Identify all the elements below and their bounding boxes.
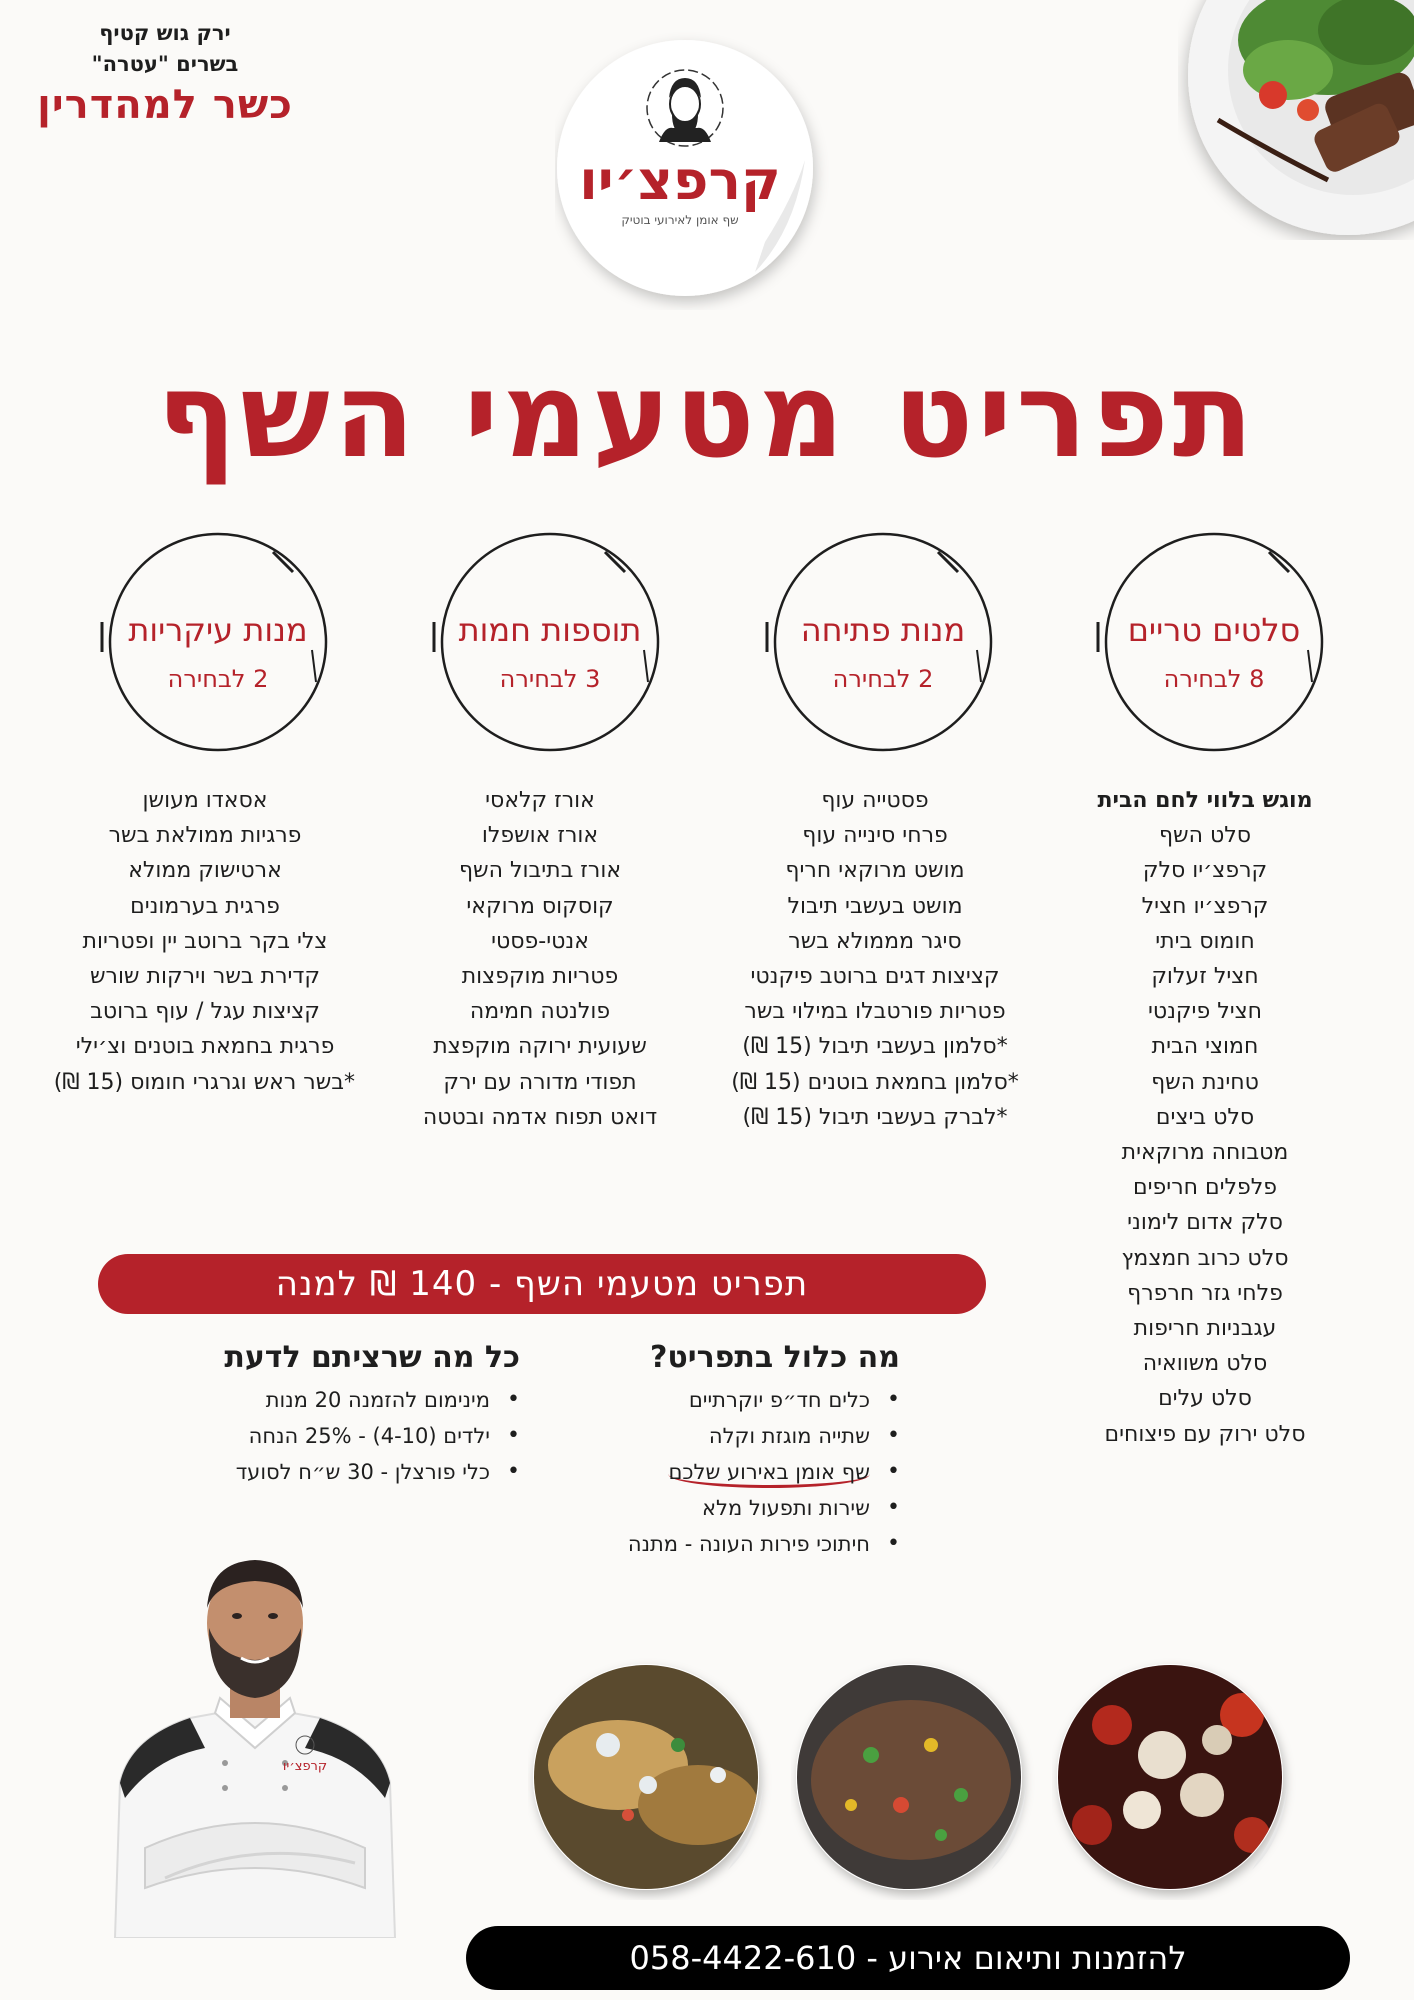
- list-item: • ילדים (4-10) - 25% הנחה: [170, 1418, 520, 1454]
- list-item: עגבניות חריפות: [1133, 1316, 1277, 1342]
- starters-list: [725, 783, 1025, 1135]
- category-salads: [1094, 522, 1334, 762]
- kosher-info: [35, 18, 295, 130]
- category-subtitle: 2 לבחירה: [832, 665, 934, 693]
- list-item: פרגית בחמאת בוטנים וצ׳ילי: [75, 1034, 335, 1060]
- price-banner: תפריט מטעמי השף - 140 ₪ למנה: [98, 1254, 986, 1314]
- chef-jacket-logo: קרפצ׳יו: [282, 1759, 328, 1774]
- list-item: צלי בקר ברוטב יין ופטריות: [82, 928, 328, 954]
- list-item: סלט כרוב חמצמץ: [1121, 1245, 1289, 1271]
- list-item: *בשר ראש וגרגרי חומוס (15 ₪): [53, 1069, 355, 1095]
- list-item: מושט מרוקאי חריף: [785, 858, 965, 884]
- know-title: כל מה שרציתם לדעת: [224, 1340, 520, 1375]
- salads-list: [1055, 783, 1355, 1452]
- list-item: חמוצי הבית: [1151, 1034, 1259, 1060]
- list-item: קוסקוס מרוקאי: [466, 893, 614, 919]
- kosher-line-meat: בשרים "עטרה": [91, 52, 239, 76]
- list-item: אסאדו מעושן: [142, 788, 268, 813]
- list-item: פרגיות ממולאת בשר: [108, 823, 302, 849]
- included-title: מה כלול בתפריט?: [650, 1340, 900, 1375]
- list-item: חומוס ביתי: [1155, 928, 1255, 954]
- kosher-line-vegetables: ירק גוש קטיף: [99, 21, 231, 45]
- contact-banner: להזמנות ותיאום אירוע - 058-4422-610: [466, 1926, 1350, 1990]
- list-item: תפודי מדורה עם ירק: [443, 1069, 637, 1095]
- category-mains: [98, 522, 338, 762]
- list-item: • שתייה מוגזת וקלה: [560, 1418, 900, 1454]
- list-item: ארטישוק ממולא: [128, 858, 282, 884]
- list-item: קדירת בשר וירקות שורש: [89, 964, 321, 990]
- list-item: • שירות ותפעול מלא: [560, 1490, 900, 1526]
- food-sticker-meat-rice: [791, 1655, 1036, 1900]
- list-item: שעועית ירוקה מוקפצת: [433, 1034, 647, 1060]
- list-item: מטבוחה מרוקאית: [1121, 1140, 1289, 1166]
- kosher-badge: כשר למהדרין: [37, 82, 293, 128]
- list-item: פטריות מוקפצות: [461, 964, 619, 990]
- list-item: • מינימום להזמנה 20 מנות: [170, 1382, 520, 1418]
- list-item: • חיתוכי פירות העונה - מתנה: [560, 1526, 900, 1562]
- category-title: סלטים טריים: [1127, 611, 1301, 649]
- list-item: דואט תפוח אדמה ובטטה: [422, 1104, 658, 1130]
- list-item: סלט עלים: [1158, 1386, 1252, 1412]
- menu-title: תפריט מטעמי השף: [156, 346, 1258, 484]
- list-item: סיגר מממולא בשר: [788, 928, 962, 954]
- list-item: פלפלים חריפים: [1133, 1175, 1277, 1201]
- list-item: טחינת השף: [1151, 1069, 1259, 1095]
- list-item: סלט ביצים: [1155, 1104, 1255, 1130]
- list-item: סלט ירוק עם פיצוחים: [1104, 1421, 1306, 1447]
- category-subtitle: 8 לבחירה: [1163, 665, 1265, 693]
- logo-tagline: שף אומן לאירועי בוטיק: [621, 213, 739, 227]
- highlighted-text: שף אומן באירוע שלכם: [668, 1460, 870, 1488]
- category-title: מנות פתיחה: [800, 611, 966, 649]
- list-item: פלחי גזר חרפרף: [1127, 1280, 1283, 1306]
- list-item: סלק אדום לימוני: [1127, 1210, 1283, 1236]
- list-item: פרגית בערמונים: [130, 893, 280, 919]
- list-item: *לברק בעשבי תיבול (15 ₪): [742, 1104, 1008, 1130]
- list-item: חציל פיקנטי: [1147, 999, 1263, 1025]
- salad-plate-image: [1178, 0, 1414, 240]
- category-title: מנות עיקריות: [128, 611, 308, 649]
- logo-name: קרפצ׳יו: [579, 149, 781, 212]
- category-sides: [430, 522, 670, 762]
- list-item: [560, 1454, 900, 1490]
- category-title: תוספות חמות: [458, 611, 642, 649]
- list-item: אורז אושפלו: [481, 823, 599, 849]
- list-item: • כלי פורצלן - 30 ש״ח לסועד: [170, 1454, 520, 1490]
- know-section: [170, 1338, 520, 1490]
- list-item: אנטי-פסטי: [491, 928, 589, 954]
- list-item: פסטייה עוף: [821, 788, 929, 813]
- list-item: קציצות עגל / עוף ברוטב: [90, 999, 320, 1025]
- list-item: • כלים חד״פ יוקרתיים: [560, 1382, 900, 1418]
- salads-heading: מוגש בלווי לחם הבית: [1097, 788, 1313, 813]
- list-item: פרחי סינייה עוף: [802, 823, 948, 849]
- list-item: אורז בתיבול השף: [458, 858, 622, 884]
- list-item: *סלמון בחמאת בוטנים (15 ₪): [731, 1069, 1019, 1095]
- list-item: קרפצ׳יו סלק: [1142, 858, 1268, 884]
- list-item: פולנטה חמימה: [469, 999, 611, 1025]
- chef-photo: [105, 1548, 405, 1938]
- list-item: פטריות פורטבלו במילוי בשר: [744, 999, 1006, 1025]
- category-subtitle: 2 לבחירה: [167, 665, 269, 693]
- list-item: סלט השף: [1158, 823, 1252, 849]
- list-item: קרפצ׳יו חציל: [1141, 893, 1269, 919]
- food-sticker-garlic-grill: [1052, 1655, 1297, 1900]
- list-item: מושט בעשבי תיבול: [787, 893, 963, 919]
- category-subtitle: 3 לבחירה: [499, 665, 601, 693]
- sides-list: [390, 783, 690, 1135]
- list-item: קציצות דגים ברוטב פיקנטי: [750, 964, 1000, 990]
- list-item: חציל זעלוק: [1151, 964, 1259, 990]
- category-starters: [763, 522, 1003, 762]
- mains-list: [55, 783, 355, 1100]
- food-sticker-potato: [528, 1655, 773, 1900]
- logo-text: [555, 150, 805, 228]
- list-item: סלט משוואיה: [1142, 1351, 1268, 1377]
- list-item: אורז קלאסי: [485, 788, 595, 813]
- included-section: [560, 1338, 900, 1562]
- list-item: *סלמון בעשבי תיבול (15 ₪): [742, 1034, 1008, 1060]
